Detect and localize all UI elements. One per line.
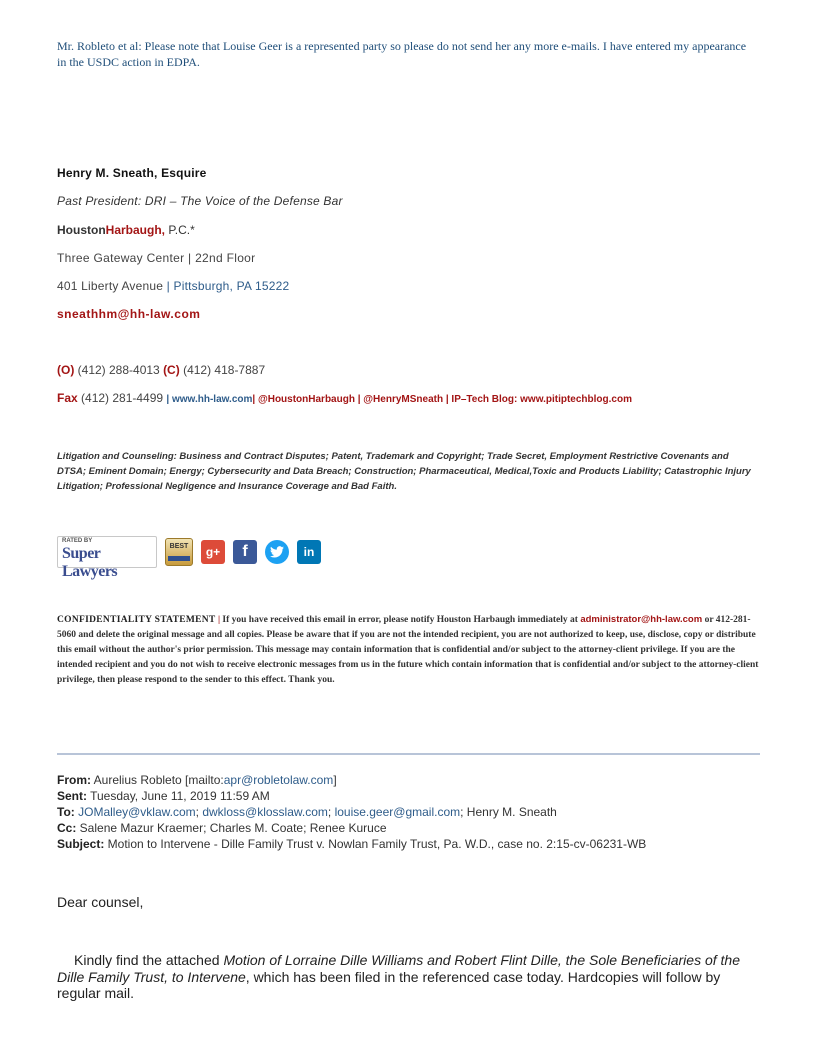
twitter-firm-link[interactable]: @HoustonHarbaugh <box>257 394 355 405</box>
linkedin-icon[interactable] <box>297 540 321 564</box>
body-text-1: Kindly find the attached <box>74 952 224 968</box>
facebook-icon[interactable] <box>233 540 257 564</box>
to-email-link[interactable]: dwkloss@klosslaw.com <box>202 805 328 819</box>
signature-past-president <box>57 194 343 208</box>
badge-row <box>57 535 321 580</box>
fax-label: Fax <box>57 391 78 405</box>
past-president-org: : DRI – The Voice of the Defense Bar <box>137 194 343 208</box>
office-phone-label: (O) <box>57 363 75 377</box>
separator: | <box>166 394 172 405</box>
cc-value: Salene Mazur Kraemer; Charles M. Coate; Renee Kuruce <box>76 821 387 835</box>
body-paragraph <box>57 952 757 1002</box>
confidentiality-label: CONFIDENTIALITY STATEMENT <box>57 615 216 625</box>
separator: | <box>354 394 364 405</box>
separator: | <box>252 394 258 405</box>
cell-phone: (412) 418-7887 <box>179 363 266 377</box>
super-lawyers-logo: Super Lawyers <box>62 545 118 580</box>
past-president-label: Past President <box>57 194 138 208</box>
separator: | <box>443 394 452 405</box>
sent-value: Tuesday, June 11, 2019 11:59 AM <box>87 789 270 803</box>
twitter-icon[interactable] <box>265 540 289 564</box>
super-lawyers-badge[interactable] <box>57 536 157 580</box>
from-label: From: <box>57 773 91 787</box>
fax-number: (412) 281-4499 <box>77 391 167 405</box>
to-label: To: <box>57 805 75 819</box>
intro-note: Mr. Robleto et al: Please note that Louise Geer is a represented party so please do not send her any more e-mails. I have entered my appearance in the USDC action in EDPA. <box>57 39 747 69</box>
motion-title: Motion of Lorraine Dille Williams and Robert Flint Dille, the Sole Beneficiaries of the Dille Family Trust, to Intervene <box>57 952 740 985</box>
from-email-link[interactable]: apr@robletolaw.com <box>223 773 334 787</box>
email-header <box>57 772 646 852</box>
signature-phones <box>57 363 265 377</box>
website-link[interactable]: www.hh-law.com <box>172 394 253 405</box>
confidentiality-text-2: or 412-281-5060 and delete the original message and all copies. Please be aware that if you are not the intended recipient, you are not authorized to keep, use, disclose, copy or distribute this email without the author's prior permission. This message may contain information that is confidential and/or subject to the attorney-client privilege. If you are the intended recipient and you do not wish to receive electronic messages from us in the future which contain information that is confidential and/or subject to the attorney-client privilege, then please respond to the sender to this effect. Thank you. <box>57 615 759 685</box>
to-rest: ; Henry M. Sneath <box>460 805 557 819</box>
signature-address-line1: Three Gateway Center | 22nd Floor <box>57 251 256 265</box>
sent-row <box>57 788 646 804</box>
from-row <box>57 772 646 788</box>
to-email-link[interactable]: JOMalley@vklaw.com <box>78 805 196 819</box>
confidentiality-statement <box>57 612 762 688</box>
to-email-link[interactable]: louise.geer@gmail.com <box>334 805 461 819</box>
from-name: Aurelius Robleto [mailto: <box>91 773 224 787</box>
facebook-glyph: f <box>242 543 248 560</box>
google-plus-glyph: g+ <box>205 545 221 559</box>
best-lawyers-badge[interactable] <box>165 538 193 566</box>
best-band <box>168 556 190 561</box>
signature-firm <box>57 223 195 237</box>
linkedin-glyph: in <box>303 545 315 559</box>
signature-email-link[interactable]: sneathhm@hh-law.com <box>57 307 201 321</box>
subject-value: Motion to Intervene - Dille Family Trust v. Nowlan Family Trust, Pa. W.D., case no. 2:15-cv-06231-WB <box>104 837 647 851</box>
twitter-personal-link[interactable]: @HenryMSneath <box>363 394 444 405</box>
address-city-link[interactable]: | Pittsburgh, PA 15222 <box>166 279 290 293</box>
cc-label: Cc: <box>57 821 77 835</box>
address-street: 401 Liberty Avenue <box>57 279 167 293</box>
blog-link[interactable]: IP–Tech Blog: www.pitiptechblog.com <box>451 394 632 405</box>
rated-by-label: RATED BY <box>62 538 93 544</box>
google-plus-icon[interactable] <box>201 540 225 564</box>
header-divider <box>57 753 760 755</box>
to-row <box>57 804 646 820</box>
cell-phone-label: (C) <box>163 363 180 377</box>
body-text-2: , which has been filed in the referenced case today. Hardcopies will follow by regular mail. <box>57 968 721 1001</box>
best-label: BEST <box>169 543 189 550</box>
office-phone: (412) 288-4013 <box>74 363 164 377</box>
signature-fax-and-links <box>57 391 632 405</box>
subject-row <box>57 836 646 852</box>
cc-row <box>57 820 646 836</box>
sent-label: Sent: <box>57 789 87 803</box>
greeting: Dear counsel, <box>57 894 144 910</box>
from-close: ] <box>333 773 337 787</box>
twitter-bird-icon <box>270 546 284 558</box>
firm-name-suffix: P.C.* <box>165 223 195 237</box>
firm-name-houston: Houston <box>57 223 106 237</box>
signature-address-line2 <box>57 279 289 293</box>
separator: ; <box>195 805 203 819</box>
separator: | <box>215 615 223 625</box>
firm-name-harbaugh: Harbaugh, <box>105 223 165 237</box>
separator: ; <box>327 805 335 819</box>
subject-label: Subject: <box>57 837 105 851</box>
administrator-email-link[interactable]: administrator@hh-law.com <box>580 614 703 625</box>
confidentiality-text-1: If you have received this email in error, please notify Houston Harbaugh immediately at <box>222 615 581 625</box>
practice-areas: Litigation and Counseling: Business and Contract Disputes; Patent, Trademark and Copyright; Trade Secret, Employment Restrictive Covenants and DTSA; Eminent Domain; Energy; Cybersecurity and Data Breach; Construction; Pharmaceutical, Medical,Toxic and Products Liability; Catastrophic Injury Litigation; Professional Negligence and Insurance Coverage and Bad Faith. <box>57 451 751 492</box>
signature-name: Henry M. Sneath, Esquire <box>57 166 207 180</box>
